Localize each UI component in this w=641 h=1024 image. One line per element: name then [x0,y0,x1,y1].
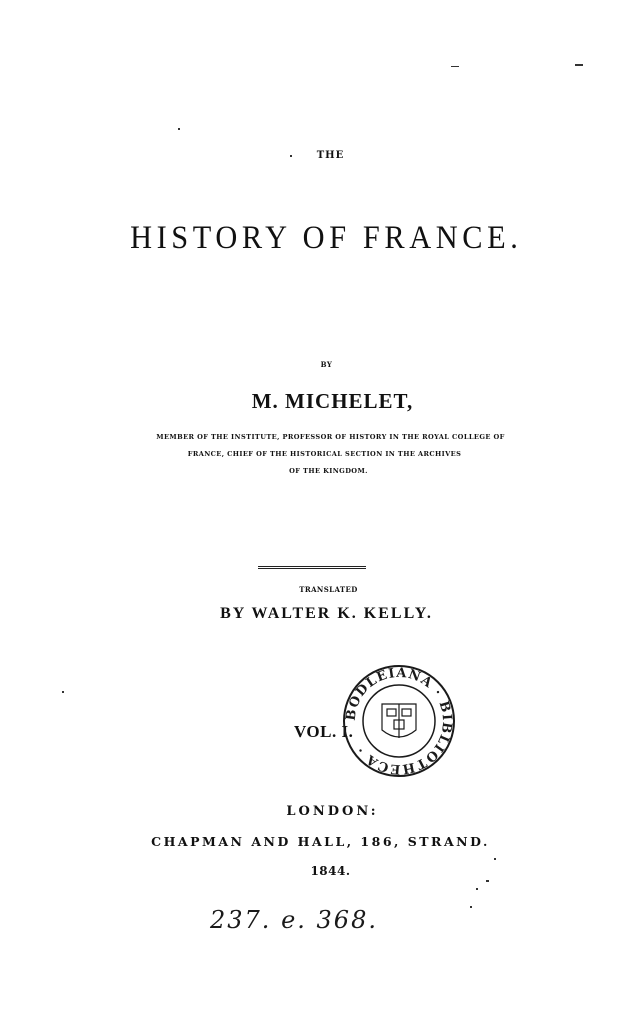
volume-number: VOL. I. [294,722,354,741]
author-name: M. MICHELET, [251,389,414,413]
scan-speck [494,858,496,860]
author-credential-line: MEMBER OF THE INSTITUTE, PROFESSOR OF HISTORY IN THE ROYAL COLLEGE OF [156,433,505,441]
scan-speck [451,66,459,67]
scan-speck [575,64,583,66]
handwritten-shelfmark: 237. e. 368. [210,906,378,934]
scan-speck [486,880,489,882]
scan-speck [476,888,478,890]
book-title: HISTORY OF FRANCE. [130,220,523,256]
scan-speck [62,691,64,693]
scan-speck [470,906,472,908]
translated-label: TRANSLATED [299,585,358,594]
stamp-text: BODLEIANA · BIBLIOTHECA · [343,665,455,777]
publisher-name: CHAPMAN AND HALL, 186, STRAND. [151,834,490,849]
by-line: BY [320,360,333,369]
author-credential-line: OF THE KINGDOM. [289,467,368,475]
publication-year: 1844. [310,864,351,878]
divider-rule [258,566,366,569]
library-stamp-icon [342,664,456,778]
author-credential-line: FRANCE, CHIEF OF THE HISTORICAL SECTION IN THE ARCHIVES [187,450,462,458]
title-prefix: THE [316,150,345,161]
translator-name: BY WALTER K. KELLY. [220,605,433,622]
scan-speck [290,155,292,157]
scan-speck [178,128,180,130]
publication-city: LONDON: [286,804,379,819]
